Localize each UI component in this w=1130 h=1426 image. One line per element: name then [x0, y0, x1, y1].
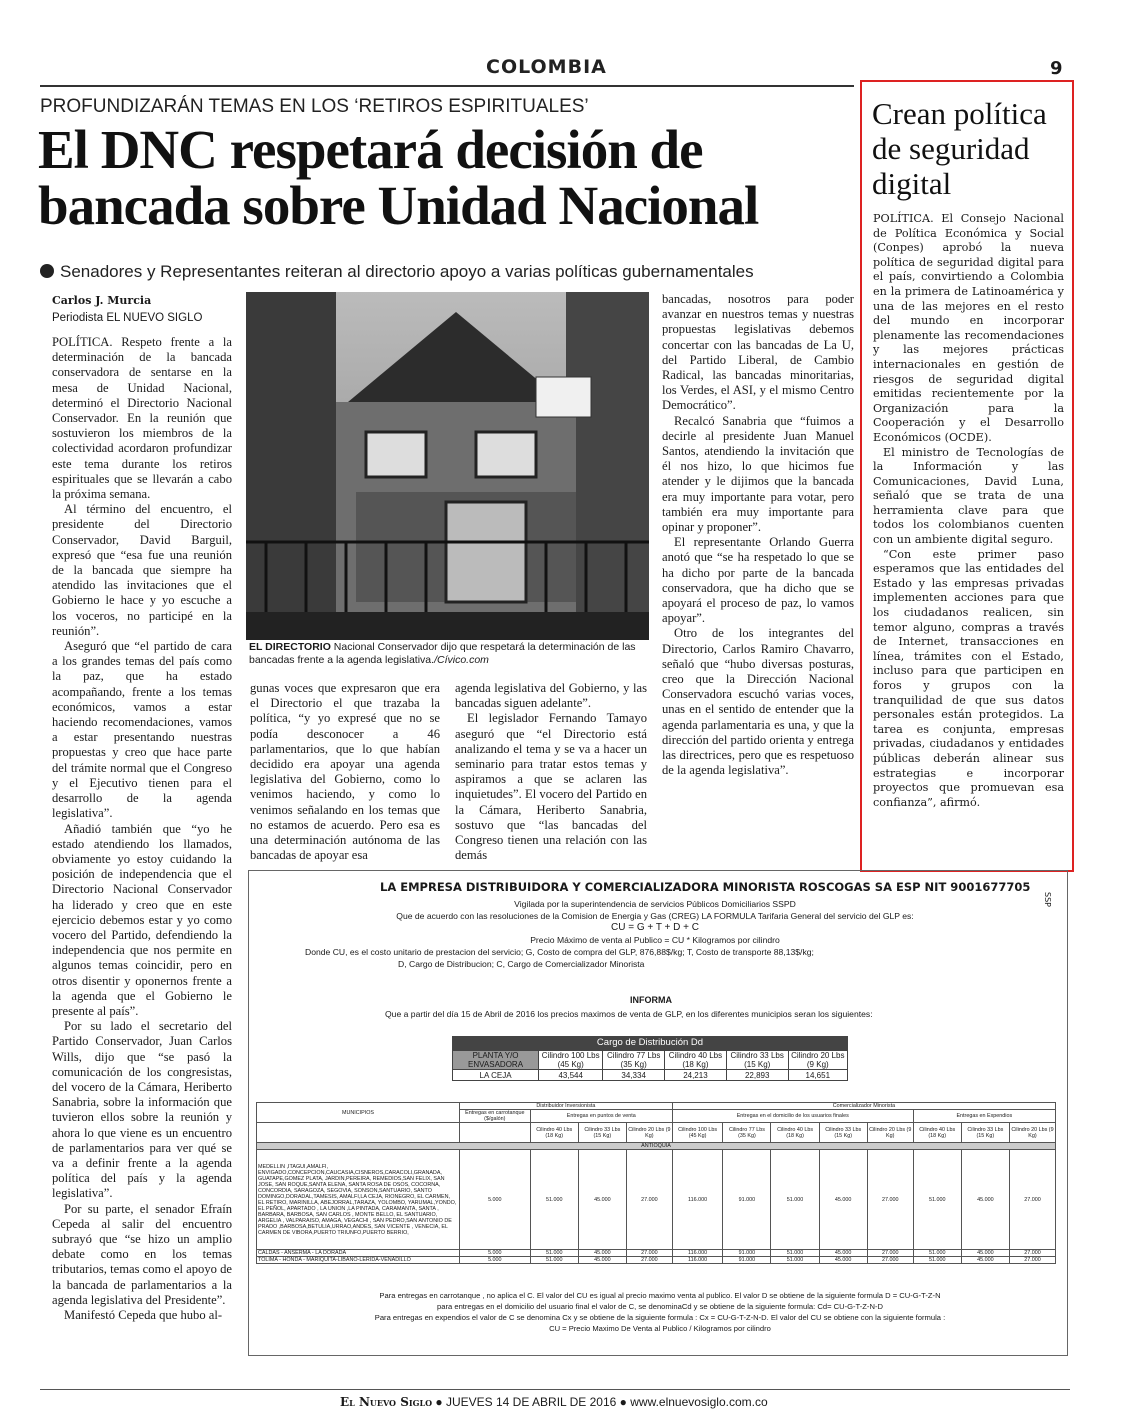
distribution-table	[452, 1036, 848, 1081]
byline-author: Carlos J. Murcia	[52, 294, 152, 307]
price-header: Cilindro 33 Lbs (15 Kg)	[961, 1123, 1009, 1143]
article-column-2	[250, 681, 440, 863]
price-cell: 27.000	[626, 1150, 672, 1250]
price-header: Cilindro 20 Lbs (9 Kg)	[867, 1123, 913, 1143]
bullet-icon	[40, 264, 54, 278]
price-group: Distribuidor Inversionista	[460, 1103, 673, 1110]
notice-footnote: para entregas en el domicilio del usuario final el valor de C, se denominaCd y se obtiene de la siguiente formula: Cd= CU-G-T-Z-N-D	[437, 1302, 883, 1311]
dd-cell: 22,893	[726, 1070, 788, 1081]
price-header: Cilindro 33 Lbs (15 Kg)	[578, 1123, 626, 1143]
price-header: Cilindro 100 Lbs (45 Kg)	[672, 1123, 723, 1143]
price-cell: 91.000	[723, 1250, 771, 1257]
sidebar-title: Crean política de seguridad digital	[872, 96, 1047, 201]
price-cell: 45.000	[578, 1250, 626, 1257]
price-cell: 27.000	[867, 1250, 913, 1257]
price-cell: 45.000	[961, 1257, 1009, 1264]
paragraph: Al término del encuentro, el presidente del Directorio Conservador, David Barguil, expresó que “esa fue una reunión de la bancada que siempre ha atendido las invitaciones que el Gobierno le hace y yo escuche a los voceros, no participé en la reunión”.	[52, 502, 232, 638]
article-photo	[246, 292, 649, 640]
price-cell: 51.000	[913, 1250, 961, 1257]
article-column-1	[52, 335, 232, 1323]
photo-caption	[249, 641, 649, 667]
price-header: Entregas en carrotanque ($/galón)	[460, 1110, 531, 1123]
price-cell: 27.000	[1009, 1257, 1055, 1264]
price-cell: 51.000	[530, 1150, 578, 1250]
dd-cell: LA CEJA	[453, 1070, 539, 1081]
price-header: Cilindro 20 Lbs (9 Kg)	[1009, 1123, 1055, 1143]
notice-footnote: Para entregas en carrotanque , no aplica el C. El valor del CU es igual al precio maximo venta al publico. El valor D se obtiene de la siguiente formula D = CU-G-T-Z-N	[379, 1291, 941, 1300]
price-cell: 51.000	[771, 1257, 819, 1264]
price-cell: 27.000	[1009, 1250, 1055, 1257]
distribution-grid	[452, 1050, 848, 1081]
notice-footnotes	[270, 1290, 1050, 1334]
price-cell: 27.000	[626, 1250, 672, 1257]
notice-informa-line: Que a partir del día 15 de Abril de 2016 los precios maximos de venta de GLP, en los diferentes municipios seran los siguientes:	[385, 1009, 873, 1019]
paragraph: Otro de los integrantes del Directorio, Carlos Ramiro Chavarro, señaló que “hubo diversas posturas, creo que la Dirección Nacional Conservadora escuchó varias voces, unas en el sentido de entender que la agenda parlamentaria es una, y que la dirección del partido orienta y entrega las directrices, pero que es respetuoso de la agenda legislativa”.	[662, 626, 854, 778]
price-header	[257, 1123, 460, 1143]
paragraph: Por su parte, el senador Efraín Cepeda al salir del encuentro subrayó que “se hizo un amplio debate como en los temas tributarios, temas como el apoyo de la bancada de parlamentarios a la agenda legislativa del Presidente”.	[52, 1201, 232, 1307]
header-rule	[40, 85, 854, 87]
price-header: Cilindro 77 Lbs (35 Kg)	[723, 1123, 771, 1143]
price-header: Cilindro 40 Lbs (18 Kg)	[913, 1123, 961, 1143]
price-cell: 27.000	[867, 1150, 913, 1250]
dd-header: PLANTA Y/O ENVASADORA	[453, 1051, 539, 1070]
price-group: Comercializador Minorista	[672, 1103, 1055, 1110]
price-subgroup: Entregas en el domicilio de los usuarios finales	[672, 1110, 913, 1123]
price-cell: 116.000	[672, 1257, 723, 1264]
dd-cell: 43,544	[539, 1070, 603, 1081]
price-header: MUNICIPIOS	[257, 1103, 460, 1123]
price-cell: 51.000	[530, 1257, 578, 1264]
footer-dot-icon: ●	[435, 1395, 443, 1409]
price-cell: 116.000	[672, 1250, 723, 1257]
article-column-3	[455, 681, 647, 863]
dd-cell: 14,651	[788, 1070, 847, 1081]
dd-header: Cilindro 33 Lbs (15 Kg)	[726, 1051, 788, 1070]
paragraph: bancadas, nosotros para poder avanzar en nuestros temas y nuestras propuestas legislativas debemos concertar con las bancadas de La U, del Partido Liberal, de Cambio Radical, las bancadas minoritarias, los Verdes, el ASI, y el mismo Centro Democrático”.	[662, 292, 854, 413]
price-cell: 27.000	[1009, 1150, 1055, 1250]
paragraph: Aseguró que “el partido de cara a los grandes temas del país como la paz, que ha estado acompañando, frente a los temas económicos, vamos a estar haciendo recomendaciones, vamos a estar presentando nuestras propuestas y creo que hace parte del trámite normal que el Congreso y el Ejecutivo tienen para el desarrollo de la agenda legislativa”.	[52, 639, 232, 821]
price-cell: 91.000	[723, 1150, 771, 1250]
kicker: PROFUNDIZARÁN TEMAS EN LOS ‘RETIROS ESPIRITUALES’	[40, 96, 589, 117]
sidebar-paragraph: El ministro de Tecnologías de la Información y las Comunicaciones, David Luna, señaló que se trata de una herramienta clave para que todos los colombianos cuenten con un ambiente digital seguro.	[873, 445, 1064, 547]
price-header: Cilindro 40 Lbs (18 Kg)	[771, 1123, 819, 1143]
notice-line: Precio Máximo de venta al Publico = CU * Kilogramos por cilindro	[530, 935, 780, 945]
notice-line: Vigilada por la superintendencia de servicios Públicos Domiciliarios SSPD	[514, 899, 796, 909]
price-cell: 51.000	[913, 1257, 961, 1264]
price-cell: 45.000	[961, 1250, 1009, 1257]
region-label: ANTIOQUIA	[257, 1143, 1056, 1150]
price-cell: 45.000	[819, 1257, 867, 1264]
notice-line: Que de acuerdo con las resoluciones de la Comision de Energia y Gas (CREG) LA FORMULA Tarifaria General del servicio del GLP es:	[396, 911, 914, 921]
notice-side-mark: SSP	[1042, 892, 1052, 907]
price-subgroup: Entregas en Expendios	[913, 1110, 1055, 1123]
deck-text: Senadores y Representantes reiteran al directorio apoyo a varias políticas gubernamentales	[60, 262, 754, 281]
notice-title: LA EMPRESA DISTRIBUIDORA Y COMERCIALIZADORA MINORISTA ROSCOGAS SA ESP NIT 9001677705	[380, 880, 1031, 894]
notice-formula: CU = G + T + D + C	[611, 922, 699, 933]
paragraph: agenda legislativa del Gobierno, y las bancadas siguen adelante”.	[455, 681, 647, 711]
paragraph: POLÍTICA. Respeto frente a la determinación de la bancada conservadora de sentarse en la mesa de Unidad Nacional, determinó el Directorio Nacional Conservador. En la reunión que sostuvieron los miembros de la colectividad acordaron profundizar este tema durante los retiros espirituales que se llevarán a cabo la próxima semana.	[52, 335, 232, 502]
price-cell: MEDELLIN ,ITAGUI,AMALFI, ENVIGADO,CONCEPCION,CAUCASIA,CISNEROS,CARACOLI,GRANADA, GUATAPE,GOMEZ PLATA, JARDIN,PEREIRA, REMEDIOS,SAN FELIX, SAN JOSE, SAN ROQUE,SANTA ELENA, SANTA ROSA DE OSOS, COCORNA, CONCORDIA, SARAGOZA, SEGOVIA, SONSON,SANTUARIO, SANTO DOMINGO,DORADAL,TAMESIS, AMALFI,LA CEJA, RIONEGRO, EL CARMEN, EL RETIRO, MARINILLA, ABEJORRAL,TARAZA, YOLOMBO, YARUMAL,YONDO, EL PEÑOL, APARTADO , LA UNION ,LA PINTADA, CARAMANTA, SANTA , BARBARA, BARBOSA, SAN CARLOS , MONTE BELLO, EL SANTUARIO, ARGELIA , VALPARAISO, AMAGA, VEGACHI , SAN PEDRO,SAN ANTONIO DE PRADO ,BARBOSA,BETULIA,URRAO,ANDES, SAN VICENTE , VENECIA, EL CARMEN DE VIBORA,PUERTO TRIUNFO,PUERTO BERRIO,	[257, 1150, 460, 1250]
price-cell: 51.000	[530, 1250, 578, 1257]
distribution-table-title: Cargo de Distribución Dd	[452, 1036, 848, 1050]
price-header	[460, 1123, 531, 1143]
price-cell: 51.000	[771, 1250, 819, 1257]
price-cell: 5.000	[460, 1257, 531, 1264]
dd-header: Cilindro 100 Lbs (45 Kg)	[539, 1051, 603, 1070]
paragraph: Añadió también que “yo he estado atendiendo los llamados, obviamente yo estoy cuidando la posición de independencia que el Directorio Nacional Conservador ha liderado y creo que en este ejercicio debemos estar y yo como vocero del Partido, defendiendo la independencia que nos permite en algunos temas coincidir, pero en otros disentir y oponernos frente a la agenda que el Gobierno le presente al país”.	[52, 821, 232, 1018]
price-table	[256, 1102, 1056, 1264]
sidebar-body	[873, 212, 1064, 810]
notice-line: D, Cargo de Distribucion; C, Cargo de Comercializador Minorista	[398, 959, 645, 969]
price-cell: 51.000	[913, 1150, 961, 1250]
paragraph: Manifestó Cepeda que hubo al-	[64, 1308, 223, 1322]
footer-url: www.elnuevosiglo.com.co	[630, 1395, 768, 1409]
caption-text: Nacional Conservador dijo que respetará la determinación de las bancadas frente a la agenda legislativa.	[249, 641, 636, 666]
footer-rule	[40, 1389, 1070, 1390]
headline: El DNC respetará decisión de bancada sobre Unidad Nacional	[38, 119, 759, 236]
price-header: Cilindro 40 Lbs (18 Kg)	[530, 1123, 578, 1143]
footer-brand: El Nuevo Siglo	[340, 1395, 433, 1409]
footer-dot-icon: ●	[619, 1395, 627, 1409]
price-cell: CALDAS - ANSERMA - LA DORADA	[257, 1250, 460, 1257]
notice-informa: INFORMA	[630, 995, 672, 1005]
byline-role: Periodista EL NUEVO SIGLO	[52, 312, 203, 324]
footer-date: JUEVES 14 DE ABRIL DE 2016	[445, 1395, 617, 1409]
price-cell: 5.000	[460, 1250, 531, 1257]
paragraph: El representante Orlando Guerra anotó que “se ha respetado lo que se ha dicho por parte de la bancada conservadora, que ha dicho que se apoyará el proceso de paz, lo vamos apoyar”.	[662, 535, 854, 626]
notice-footnote: CU = Precio Maximo De Venta al Publico / Kilogramos por cilindro	[549, 1324, 771, 1333]
price-cell: 45.000	[819, 1250, 867, 1257]
price-header: Cilindro 33 Lbs (15 Kg)	[819, 1123, 867, 1143]
price-cell: 51.000	[771, 1150, 819, 1250]
notice-intro	[260, 898, 1050, 970]
price-header: Cilindro 20 Lbs (9 Kg)	[626, 1123, 672, 1143]
article-column-4	[662, 292, 854, 779]
price-cell: 5.000	[460, 1150, 531, 1250]
dd-header: Cilindro 40 Lbs (18 Kg)	[665, 1051, 727, 1070]
section-label: COLOMBIA	[486, 56, 607, 78]
price-cell: 116.000	[672, 1150, 723, 1250]
byline	[52, 292, 202, 327]
price-cell: 45.000	[578, 1150, 626, 1250]
notice-footnote: Para entregas en expendios el valor de C se denomina Cx y se obtiene de la siguiente formula : Cx = CU-G-T-Z-N-D. El valor del CU se obtiene con la siguiente formula :	[374, 1313, 946, 1322]
dd-cell: 34,334	[603, 1070, 665, 1081]
caption-lead: EL DIRECTORIO	[249, 641, 331, 653]
dd-header: Cilindro 77 Lbs (35 Kg)	[603, 1051, 665, 1070]
price-cell: 91.000	[723, 1257, 771, 1264]
sidebar-paragraph: POLÍTICA. El Consejo Nacional de Política Económica y Social (Conpes) aprobó la nueva política de seguridad digital para el país, convirtiendo a Colombia en la primera de Latinoamérica y una de las mejores en el resto del mundo en incorporar plenamente las recomendaciones y las mejores prácticas internacionales en gestión de riesgos de seguridad digital emitidas recientemente por la Organización para la Cooperación y el Desarrollo Económicos (OCDE).	[873, 212, 1064, 444]
paragraph: El legislador Fernando Tamayo aseguró que “el Directorio está analizando el tema y se va a hacer un seminario para tratar estos temas y aspiramos a que se aclaren las inquietudes”. El vocero del Partido en la Cámara, Heriberto Sanabria, sostuvo que “las bancadas del Congreso tienen una relación con las demás	[455, 711, 647, 863]
price-cell: 45.000	[961, 1150, 1009, 1250]
price-cell: 45.000	[578, 1257, 626, 1264]
dd-header: Cilindro 20 Lbs (9 Kg)	[788, 1051, 847, 1070]
footer	[340, 1395, 768, 1409]
page-number: 9	[1050, 58, 1063, 79]
notice-line: Donde CU, es el costo unitario de prestacion del servicio; G, Costo de compra del GLP, 876,88$/kg; T, Costo de transporte 88,13$/kg;	[305, 947, 814, 957]
price-subgroup: Entregas en puntos de venta	[530, 1110, 672, 1123]
price-cell: 27.000	[626, 1257, 672, 1264]
paragraph: gunas voces que expresaron que era el Directorio el que trazaba la política, “y yo expresé que no se podía desconocer a 46 parlamentarios, que lo que habían decidido era apoyar una agenda legislativa del Gobierno, como lo venimos haciendo, y como lo venimos señalando en los temas que no estamos de acuerdo. Pero esa es una determinación autónoma de las bancadas de apoyar esa	[250, 681, 440, 863]
deck	[40, 262, 860, 282]
building-photo-image	[246, 292, 649, 640]
price-cell: 27.000	[867, 1257, 913, 1264]
paragraph: Por su lado el secretario del Partido Conservador, Juan Carlos Wills, dijo que “se pasó la comunicación de los congresistas, del vocero de la Cámara, Heriberto Sanabria, sobre la información que tuvieron ellos sobre la reunión y ahora lo que viene es un encuentro de parlamentarios para ver qué se va a definir frente a la agenda política del país y la agenda legislativa”.	[52, 1019, 232, 1201]
dd-cell: 24,213	[665, 1070, 727, 1081]
paragraph: Recalcó Sanabria que “fuimos a decirle al presidente Juan Manuel Santos, atendiendo la invitación que él nos hizo, lo que hicimos fue atender y le dijimos que la bancada era muy importante para votar, pero también era muy importante para opinar y proponer”.	[662, 413, 854, 535]
price-cell: 45.000	[819, 1150, 867, 1250]
sidebar-paragraph: “Con este primer paso esperamos que las entidades del Estado y las empresas privadas implementen acciones para que los ciudadanos realicen, sin temor alguno, compras a través de Internet, transacciones en línea, trámites con el Estado, incluso para que participen en foros y grupos con la tranquilidad de que sus datos personales están protegidos. La tarea es conjunta, empresas privadas, ciudadanos y entidades públicas deberán alinear sus estrategias e incorporar proyectos que promuevan esa confianza”, afirmó.	[873, 547, 1064, 809]
caption-credit: /Cívico.com	[434, 654, 489, 666]
price-cell: TOLIMA - HONDA - MARIQUITA-LIBANO-LERIDA-VENADILLO	[257, 1257, 460, 1264]
